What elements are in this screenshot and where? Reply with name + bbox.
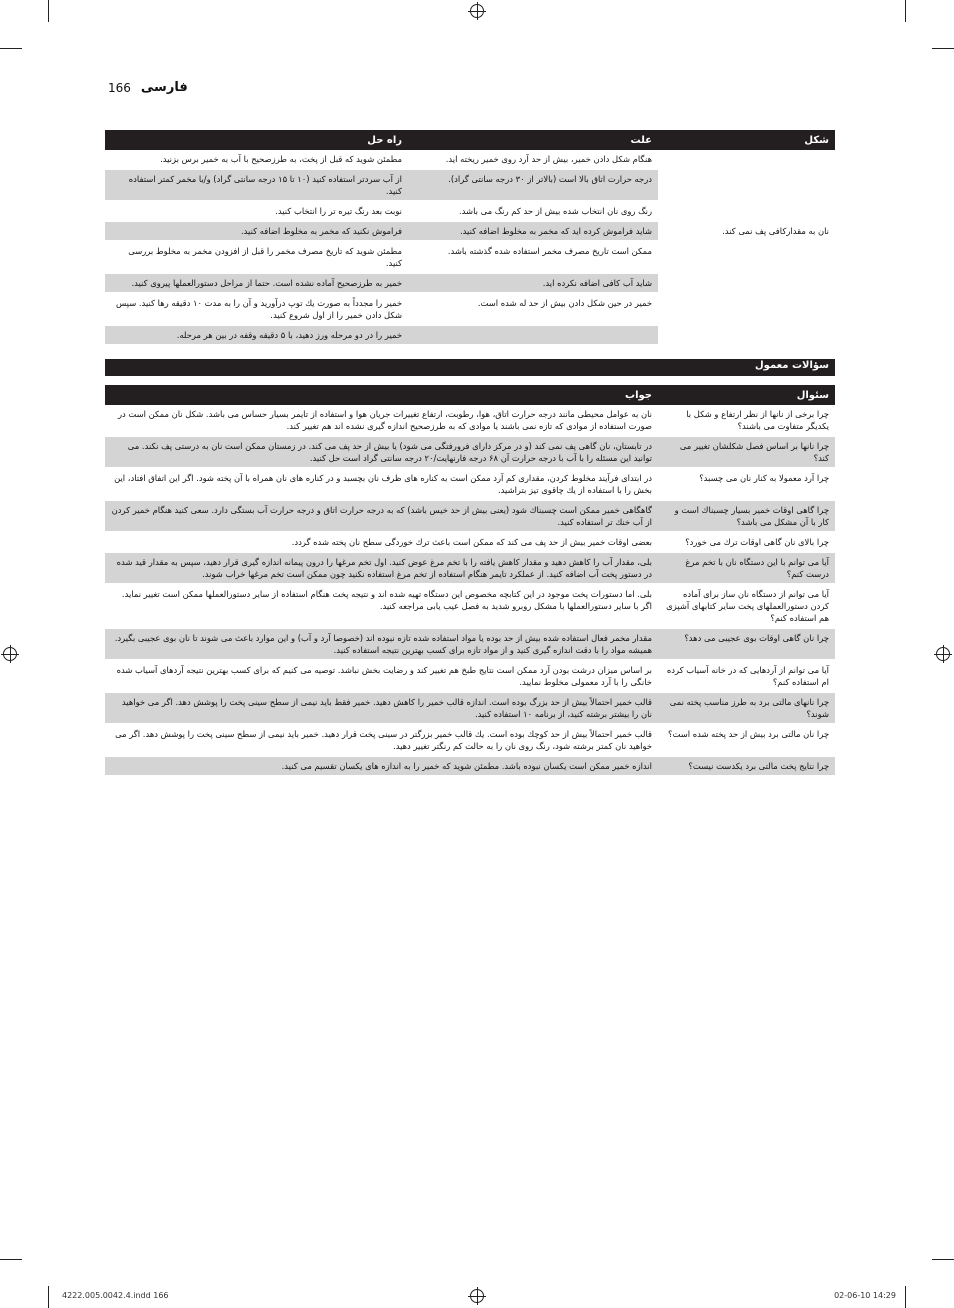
cause-header: علت [408, 130, 658, 150]
question-cell: چرا برخی از نانها از نظر ارتفاع و شکل با یکدیگر متفاوت می باشند؟ [658, 405, 835, 436]
solution-cell: فراموش نکنید که مخمر به مخلوط اضافه کنید. [105, 221, 408, 241]
question-cell: آیا می توانم با این دستگاه نان با تخم مرغ درست کنم؟ [658, 552, 835, 584]
table-row [105, 468, 835, 500]
problem-cell [658, 169, 835, 201]
question-cell: چرا آرد معمولا به کنار نان می چسبد؟ [658, 468, 835, 500]
footer-file: 4222.005.0042.4.indd 166 [62, 1291, 169, 1300]
table-row [105, 150, 835, 169]
table-row [105, 552, 835, 584]
registration-mark-icon [936, 647, 950, 661]
table-row [105, 436, 835, 468]
table-row [105, 532, 835, 552]
answer-cell: در تابستان، نان گاهی پف نمی کند (و در مرکز دارای فرورفتگی می شود) یا بیش از حد پف می کند. در زمستان ممکن است نان به درستی پف نکند. می توانید این مسئله را با آب با درجه حرارت آن ۶۸ درجه فارنهایت/۲۰ درجه سانتی گراد است حل کنید. [105, 436, 658, 468]
question-cell: آیا می توانم از دستگاه نان ساز برای آماده کردن دستورالعملهای پخت سایر کتابهای آشپزی هم استفاده کنم؟ [658, 584, 835, 628]
page-header [108, 80, 188, 95]
question-cell: چرا نان مالتی برد بیش از حد پخته شده است؟ [658, 724, 835, 756]
answer-cell: نان به عوامل محیطی مانند درجه حرارت اتاق، هوا، رطوبت، ارتفاع تغییرات جریان هوا و استفاده از تایمر بسیار حساس می باشد. شکل نان ممکن است در صورت استفاده از موادی که تازه نمی باشند یا موادی که به طرزصحیح اندازه گیری نشده اند هم تغییر کند. [105, 405, 658, 436]
cause-cell [408, 325, 658, 345]
question-cell: چرا نانهای مالتی برد به طرز مناسب پخته نمی شوند؟ [658, 692, 835, 724]
cause-cell: شاید فراموش کرده اید که مخمر به مخلوط اضافه کنید. [408, 221, 658, 241]
page-number: 166 [108, 80, 131, 95]
solution-cell: مطمئن شوید که تاریخ مصرف مخمر را قبل از افزودن مخمر به مخلوط بررسی کنید. [105, 241, 408, 273]
table-row [105, 500, 835, 532]
table-row [105, 660, 835, 692]
problem-cell [658, 325, 835, 345]
troubleshooting-table [105, 130, 835, 346]
table-row [105, 293, 835, 325]
faq-table [105, 385, 835, 777]
registration-mark-icon [470, 1289, 484, 1303]
answer-cell: بلی. اما دستورات پخت موجود در این کتابچه مخصوص این دستگاه تهیه شده اند و نتیجه پخت هنگام استفاده از سایر دستورالعملها ممکن است تغییر نماید. اگر با سایر دستورالعملها با مشکل روبرو شدید به فصل عیب یابی مراجعه کنید. [105, 584, 658, 628]
problem-cell [658, 241, 835, 273]
table-row [105, 273, 835, 293]
answer-cell: مقدار مخمر فعال استفاده شده بیش از حد بوده یا مواد استفاده شده تازه نبوده اند (خصوصا آرد و آب) و این موارد باعث می شوند تا نان بوی عجیبی بگیرد. همیشه مواد را با دقت اندازه گیری کنید و از مواد تازه برای کسب بهترین نتیجه استفاده کنید. [105, 628, 658, 660]
crop-mark [932, 1259, 954, 1260]
problem-header: شکل [658, 130, 835, 150]
faq-title: سؤالات معمول [105, 359, 835, 376]
table-row [105, 692, 835, 724]
table-row [105, 241, 835, 273]
answer-cell: بلی، مقدار آب را کاهش دهید و مقدار کاهش یافته را با تخم مرغ عوض کنید. اول تخم مرغها را درون پیمانه اندازه گیری قرار دهید، سپس به مقدار قید شده در دستور پخت آب اضافه کنید. از عملکرد تایمر هنگام استفاده از تخم مرغ استفاده نکنید چون ممکن است تخم مرغها خراب شوند. [105, 552, 658, 584]
table-row [105, 584, 835, 628]
problem-cell [658, 293, 835, 325]
solution-header: راه حل [105, 130, 408, 150]
answer-cell: اندازه خمیر ممکن است یکسان نبوده باشد. مطمئن شوید که خمیر را به اندازه های یکسان تقسیم می کنید. [105, 756, 658, 776]
problem-cell [658, 273, 835, 293]
answer-header: جواب [105, 385, 658, 405]
table-row [105, 405, 835, 436]
registration-mark-icon [3, 647, 17, 661]
solution-cell: از آب سردتر استفاده کنید (۱۰ تا ۱۵ درجه سانتی گراد) و/یا مخمر کمتر استفاده کنید. [105, 169, 408, 201]
question-cell: چرا نانها بر اساس فصل شکلشان تغییر می کند؟ [658, 436, 835, 468]
answer-cell: در ابتدای فرآیند مخلوط کردن، مقداری کم آرد ممکن است به کناره های ظرف نان بچسبد و در کناره های نان همراه با آن پخته شود. اگر این اتفاق افتاد، این بخش را با استفاده از یك چاقوی تیز بتراشید. [105, 468, 658, 500]
question-cell: چرا نتایج پخت مالتی برد یکدست نیست؟ [658, 756, 835, 776]
table-row [105, 724, 835, 756]
table-row [105, 756, 835, 776]
problem-cell [658, 201, 835, 221]
crop-mark [48, 0, 49, 22]
cause-cell: رنگ روی نان انتخاب شده بیش از حد کم رنگ می باشد. [408, 201, 658, 221]
solution-cell: خمیر به طرزصحیح آماده نشده است. حتما از مراحل دستورالعملها پیروی کنید. [105, 273, 408, 293]
question-cell: چرا نان گاهی اوقات بوی عجیبی می دهد؟ [658, 628, 835, 660]
crop-mark [905, 0, 906, 22]
cause-cell: هنگام شکل دادن خمیر، بیش از حد آرد روی خمیر ریخته اید. [408, 150, 658, 169]
footer-datetime: 02-06-10 14:29 [834, 1291, 896, 1300]
registration-mark-icon [470, 4, 484, 18]
crop-mark [48, 1286, 49, 1308]
question-cell: چرا بالای نان گاهی اوقات ترك می خورد؟ [658, 532, 835, 552]
answer-cell: قالب خمیر احتمالاً بیش از حد کوچك بوده است. يك قالب خمیر بزرگتر در سینی پخت قرار دهید. خمیر باید نیمی از سطح سینی پخت را پوشش دهد. اگر می خواهید نان کمتر برشته شود، رنگ روی نان را به حالت کم رنگتر تغییر دهید. [105, 724, 658, 756]
crop-mark [0, 48, 22, 49]
answer-cell: بر اساس میزان درشت بودن آرد ممکن است نتایج طبخ هم تغییر کند و رضایت بخش نباشد. توصیه می کنیم که برای کسب بهترین نتیجه آردهای آسیاب شده خانگی را با آرد معمولی مخلوط نمایید. [105, 660, 658, 692]
crop-mark [905, 1286, 906, 1308]
answer-cell: بعضی اوقات خمیر بیش از حد پف می کند که ممکن است باعث ترك خوردگی سطح نان پخته شده گردد. [105, 532, 658, 552]
table-row [105, 169, 835, 201]
answer-cell: گاهگاهی خمیر ممکن است چسبناك شود (یعنی بیش از حد خیس باشد) که به درجه حرارت اتاق و درجه حرارت آب بستگی دارد. سعی کنید هنگام خمیر کردن از آب خنك تر استفاده کنید. [105, 500, 658, 532]
cause-cell: درجه حرارت اتاق بالا است (بالاتر از ۳۰ درجه سانتی گراد). [408, 169, 658, 201]
problem-cell [658, 150, 835, 169]
solution-cell: خمیر را در دو مرحله ورز دهید، با ۵ دقیقه وقفه در بین هر مرحله. [105, 325, 408, 345]
question-cell: چرا گاهی اوقات خمیر بسیار چسبناك است و کار با آن مشکل می باشد؟ [658, 500, 835, 532]
solution-cell: خمیر را مجدداً به صورت یك توپ درآورید و آن را به مدت ۱۰ دقیقه رها كنید. سپس شکل دادن خمیر را از اول شروع کنید. [105, 293, 408, 325]
question-cell: آیا می توانم از آردهایی که در خانه آسیاب کرده ام استفاده کنم؟ [658, 660, 835, 692]
table-row [105, 628, 835, 660]
solution-cell: نوبت بعد رنگ تیره تر را انتخاب کنید. [105, 201, 408, 221]
crop-mark [0, 1259, 22, 1260]
table-row [105, 221, 835, 241]
question-header: سئوال [658, 385, 835, 405]
language-label: فارسی [140, 80, 188, 95]
cause-cell: ممکن است تاریخ مصرف مخمر استفاده شده گذشته باشد. [408, 241, 658, 273]
table-row [105, 201, 835, 221]
crop-mark [932, 48, 954, 49]
cause-cell: شاید آب کافی اضافه نکرده اید. [408, 273, 658, 293]
cause-cell: خمیر در حین شکل دادن بیش از حد له شده است. [408, 293, 658, 325]
problem-cell: نان به مقدارکافی پف نمی کند. [658, 221, 835, 241]
table-row [105, 325, 835, 345]
answer-cell: قالب خمیر احتمالاً بیش از حد بزرگ بوده است. اندازه قالب خمیر را کاهش دهید. خمیر فقط باید نیمی از سطح سینی پخت را پوشش دهد. اگر می خواهید نان را بیشتر برشته کنید، از برنامه ۱۰ استفاده کنید. [105, 692, 658, 724]
solution-cell: مطمئن شوید که قبل از پخت، به طرزصحیح با آب به خمیر برس بزنید. [105, 150, 408, 169]
